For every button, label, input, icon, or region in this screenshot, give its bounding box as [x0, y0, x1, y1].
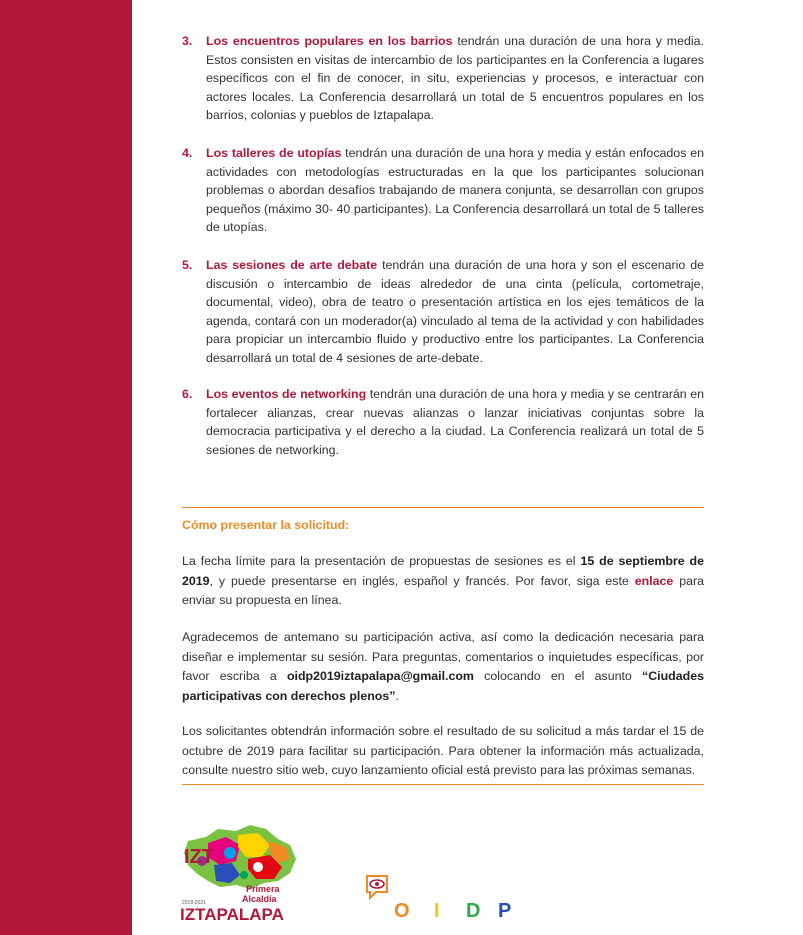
list-item	[182, 385, 704, 459]
section-divider-bottom	[182, 784, 704, 785]
logo-line1: Primera	[246, 884, 280, 894]
item-title: Los encuentros populares en los barrios	[206, 34, 453, 48]
item-number: 5.	[182, 258, 193, 272]
paragraph-text: Agradecemos de antemano su participación activa, así como la dedicación necesaria para diseñar e implementar su sesión. Para preguntas, comentarios o inquietudes específicas, por favor escriba a	[182, 630, 704, 684]
logo-years: 2018-2021	[182, 900, 206, 906]
oidp-letter-d: D	[466, 900, 481, 922]
item-text: tendrán una duración de una hora y media. Estos consisten en visitas de intercambio de los participantes en la Conferencia a lugares específicos con el fin de conocer, in situ, experiencias y procesos, e interactuar con actores locales. La Conferencia desarrollará un total de 5 encuentros populares en los barrios, colonias y pueblos de Iztapalapa.	[206, 34, 704, 123]
email-subject: “Ciudades participativas con derechos plenos”	[182, 669, 704, 703]
submission-link[interactable]: enlace	[634, 573, 674, 588]
oidp-letter-o: O	[394, 900, 410, 922]
paragraph-text: La fecha límite para la presentación de propuestas de sesiones es el	[182, 554, 581, 568]
oidp-logo	[362, 870, 522, 925]
paragraph-text: colocando en el asunto	[473, 669, 643, 684]
item-title: Las sesiones de arte debate	[206, 258, 378, 272]
logo-name: IZTAPALAPA	[180, 905, 284, 924]
item-number: 3.	[182, 34, 193, 48]
item-number: 6.	[182, 387, 193, 401]
contact-email[interactable]: oidp2019iztapalapa@gmail.com	[286, 669, 474, 684]
eye-speech-icon	[364, 874, 390, 900]
item-number: 4.	[182, 146, 193, 160]
list-item	[182, 144, 704, 237]
oidp-letter-i: I	[434, 900, 440, 922]
oidp-letter-p: P	[498, 900, 512, 922]
list-item	[182, 32, 704, 125]
sidebar-band	[0, 0, 132, 935]
section-divider-top	[182, 507, 704, 508]
iztapalapa-logo	[178, 823, 303, 925]
item-title: Los talleres de utopías	[206, 146, 342, 160]
item-text: tendrán una duración de una hora y media y están enfocados en actividades con metodologías estructuradas en la que los participantes solucionan problemas o abordan desafíos trabajando de manera conjunta, se desarrollan con grupos pequeños (máximo 30- 40 participantes). La Conferencia desarrollará un total de 5 talleres de utopías.	[206, 146, 704, 235]
list-item	[182, 256, 704, 368]
item-text: tendrán una duración de una hora y media y se centrarán en fortalecer alianzas, crear nuevas alianzas o lanzar iniciativas conjuntas sobre la democracia participativa y el derecho a la ciudad. La Conferencia realizará un total de 5 sesiones de networking.	[206, 387, 704, 457]
logo-letters-izt: IZT	[184, 846, 214, 868]
paragraph-text: , y puede presentarse en inglés, español y francés. Por favor, siga este	[209, 573, 635, 588]
paragraph-text: para enviar su propuesta en línea.	[182, 573, 704, 608]
paragraph-results: Los solicitantes obtendrán información sobre el resultado de su solicitud a más tardar el 15 de octubre de 2019 para facilitar su participación. Para obtener la información más actualizada, consulte nuestro sitio web, cuyo lanzamiento oficial está previsto para las próximas semanas.	[182, 724, 704, 778]
item-text: tendrán una duración de una hora y son el escenario de discusión o intercambio de ideas alrededor de una cinta (película, cortometraje, documental, video), obra de teatro o presentación artística en los ejes temáticos de la agenda, contará con un moderador(a) vinculado al tema de la actividad y con habilidades para propiciar un intercambio fluido y productivo entre los participantes. La Conferencia desarrollará un total de 4 sesiones de arte-debate.	[206, 258, 704, 365]
paragraph-contact	[182, 628, 704, 706]
paragraph-text: .	[395, 688, 399, 703]
logo-line2: Alcaldía	[242, 894, 277, 904]
deadline-date: 15 de septiembre de 2019	[182, 554, 704, 588]
paragraph-deadline	[182, 552, 704, 611]
item-title: Los eventos de networking	[206, 387, 367, 401]
section-title: Cómo presentar la solicitud:	[182, 518, 350, 532]
